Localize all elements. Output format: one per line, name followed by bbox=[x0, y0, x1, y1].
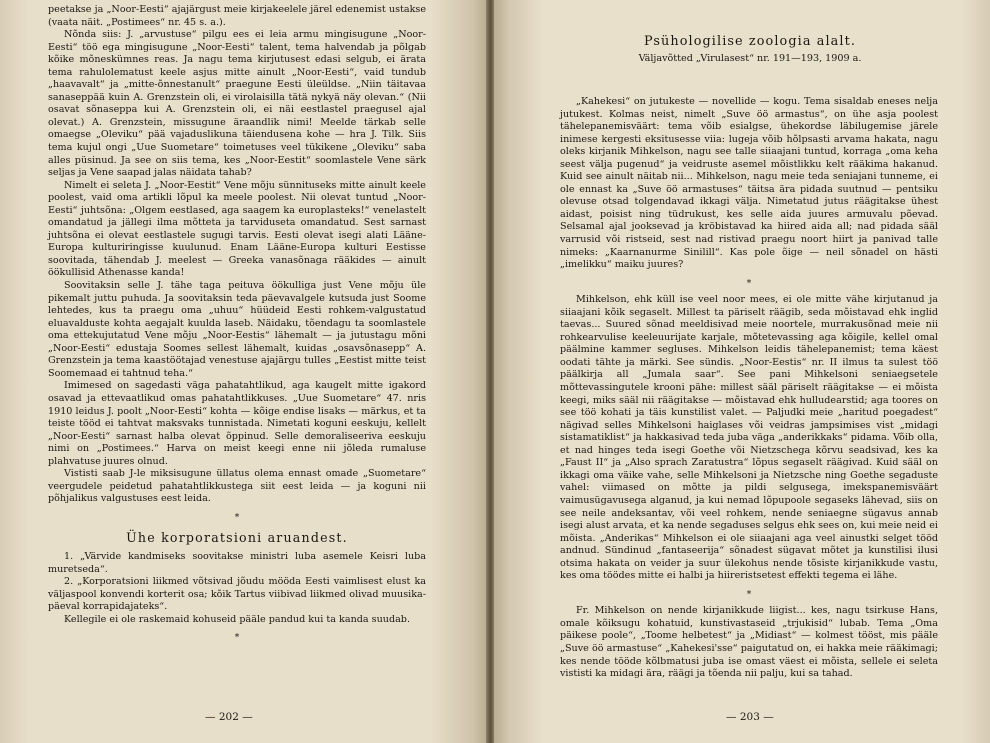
paragraph: Mihkelson, ehk küll ise veel noor mees, ei ole mitte vähe kirjutanud ja siiaajani kõik segaselt. Millest ta päriselt räägib, seda mõistavad ehk inglid taevas... Suured sõnad meeldisivad meie noortele, murrakusõnad meie nii rohkearvulise keeleuurijate karjale, mõtetevassing aga kõigile, kellel omal päälmine kammer segluses. Mihkelson leidis tähelepanemist; tema käest oodati tähte ja märki. See sündis. „Noor-Eestis“ nr. II ilmus ta sulest töö päälkirja all „Jumala saar“. See pani Mihkelsoni seniaegsetele mõttevassingutele krooni pähe: millest sääl päriselt räägitakse — ei mõista keegi, miks sääl nii räägitakse — mõistavad ehk hulludearstid; aga toores on see töö kohati ja täis kunstilist valet. — Paljudki meie „haritud poegadest“ nägivad selles Mihkelsoni haiglases või veidras jampsimises vist „midagi sistamatiklist“ ja hakkasivad teda juba väga „anderikkaks“ pidama. Võib olla, et nad hinges teda isegi Goethe või Nietzschega kõrvu seadsivad, kes ka „Faust II“ ja „Also sprach Zaratustra“ lõpus segaselt räägivad. Kuid sääl on ikkagi oma väike vahe, selle Mihkelsoni ja Nietzsche ning Goethe segaduste vahel: viimased on mõtte ja pildi selgusega, imekspanemisväärt vaimusügavusega alganud, ja kui nemad lõpupoole segaseks lähevad, siis on see neile andeksantav, või veel rohkem, nende seniaegne sügavus annab isegi alust arvata, et ka nende segaduses selgus ehk sees on, kui meie neid ei mõista. „Anderikas“ Mihkelson ei ole siiaajani aga veel ainustki selget tööd andnud. Sündinud „fantaseerija“ sõnadest sügavat mõtet ja kunstilisi ilusi otsima hakata on veider ja suur ülekohus nende tõsiste kirjanikkude vastu, kes oma töödes mitte ei halbi ja hiireristsetest effekti tegema ei lähe. bbox=[560, 294, 938, 582]
page-subtitle: Väljavõtted „Virulasest“ nr. 191—193, 1909 a. bbox=[638, 53, 862, 64]
page-title: Psühologilise zoologia alalt. bbox=[644, 34, 856, 49]
paragraph: Imimesed on sagedasti väga pahatahtlikud, aga kaugelt mitte igakord osavad ja ettevaatlikud omas pahatahtlikkuses. „Uue Suometare“ 47. nris 1910 leidus J. poolt „Noor-Eesti“ kohta — kõige endise lisaks — märkus, et ta teiste tööd ei tahtvat maksvaks tunnistada. Nimetati koguni eeskuju, kellelt „Noor-Eesti“ sarnast halba olevat õppinud. Selle demoraliseeriva eeskuju nimi on „Postimees.“ Harva on meist keegi enne nii jõleda rumaluse plahvatuse juures olnud. bbox=[48, 380, 426, 467]
paragraph: Soovitaksin selle J. tähe taga peituva öökulliga just Vene mõju üle pikemalt juttu puhuda. Ja soovitaksin teda päevavalgele kutsuda just Soome lehtedes, kus ta praegu oma „uhuu“ hüüdeid Eesti rohkem-valgustatud eluavalduste kohta aegajalt kuulda laseb. Näidaku, tõendagu ta soomlastele oma ettekujutatud Vene mõju „Noor-Eestis“ lähemalt — ja jutustagu mõni „Noor-Eesti“ edustaja Soomes sellest lähemalt, kuidas „osavsõnasepp“ A. Grenzstein ja tema kaastöötajad venestuse ajajärgu tulles „Eestist mitte teist Soomemaad ei tahtnud teha.“ bbox=[48, 280, 426, 379]
left-page-body bbox=[48, 4, 426, 649]
paragraph: Fr. Mihkelson on nende kirjanikkude liigist... kes, nagu tsirkuse Hans, omale kõiksugu kohatuid, kunstivastaseid „trjukisid“ lubab. Tema „Oma päikese poole“, „Toome helbetest“ ja „Midiast“ — kolmest tööst, mis pääle „Suve öö armastuse“ „Kahekesi'sse“ paigutatud on, ei hakka meie rääkimagi; kes nende tööde kõlbmatusi juba ise omast väest ei mõista, sellele ei seleta vististi ka midagi ära, räägi ja tõenda nii palju, kui sa tahad. bbox=[560, 605, 938, 680]
separator: * bbox=[746, 589, 752, 600]
separator: * bbox=[746, 278, 752, 289]
paragraph: 1. „Värvide kandmiseks soovitakse ministri luba asemele Keisri luba muretseda“. bbox=[48, 550, 426, 575]
page-number: — 202 — bbox=[205, 711, 253, 723]
section-title: Ühe korporatsioni aruandest. bbox=[126, 530, 348, 546]
right-page-body bbox=[560, 96, 938, 681]
paragraph: Nimelt ei seleta J. „Noor-Eestit“ Vene mõju sünnituseks mitte ainult keele poolest, vaid oma artikli lõpul ka meele poolest. Nii olevat tuntud „Noor-Eesti“ juhtsõna: „Olgem eestlased, aga saagem ka europlasteks!“ venelastelt omandatud ja jällegi ilma mõtteta ja tarviduseta omandatud. Sest sarnast juhtsõna ei olevat eestlastele sugugi tarvis. Eesti olevat isegi alati Lääne-Europa kulturiringisse kuulunud. Enam Lääne-Europa kulturi Eestisse soovitada, tähendab J. meelest — Greeka vanasõnaga rääkides — ainult öökullisid Athenasse kanda! bbox=[48, 179, 426, 279]
paragraph: peetakse ja „Noor-Eesti“ ajajärgust meie kirjakeelele järel edenemist ustakse (vaata näit. „Postimees“ nr. 45 s. a.). bbox=[48, 4, 426, 28]
paragraph: „Kahekesi“ on jutukeste — novellide — kogu. Tema sisaldab eneses nelja jutukest. Kolmas neist, nimelt „Suve öö armastus“, on ühe asja poolest tähelepanemisväärt: tema võib esialgse, ühekordse läbilugemise järele inimese kergesti eksitusesse viia: lugeja võib hõlpsasti arvama hakata, nagu oleks kirjanik Mihkelson, nagu see talle siiaajani tuntud, korraga „oma keha seest välja pugenud“ ja veidruste asemel mõistlikku kelt rääkima hakanud. Kuid see ainult näitab nii... Mihkelson, nagu meie teda seniajani tunneme, ei ole ennast ka „Suve öö armastuses“ täitsa ära pidada suutnud — pentsiku olevuse otsad tolgendavad ikkagi välja. Nimetatud jutus räägitakse ühest aidast, poisist ning tüdrukust, kes selle aida juures armuvalu põevad. Selsamal ajal jooksevad ja kröbistavad ka hiired aida all; nad pidada sääl varrusid või ristseid, sest nad ristivad praegu noort hiirt ja panivad talle nimeks: „Kaarnanurme Sinilill“. Kas pole õige — neil sõnadel on hästi „imelikku“ maiku juures? bbox=[560, 96, 938, 271]
paragraph: Nõnda siis: J. „arvustuse“ pilgu ees ei leia armu mingisugune „Noor-Eesti“ töö ega mingisugune „Noor-Eesti“ talent, tema halvendab ja põlgab kõike mõneskümnes reas. Ja nagu tema kirjutusest edasi selgub, ei ärata tema rahulolematust keele asjus mitte ainult „Noor-Eesti“, vaid tundub „haavavalt“ ja „mitte-õnnestanult“ praegune Eesti üleüldse. „Niin täitavaa sanaseppää kuin A. Grenzstein oli, ei virolaisilla tätä nykyä näy olevan.“ (Nii osavat sõnaseppa kui A. Grenzstein oli, ei näi eestlastel praegusel ajal olevat.) A. Grenzstein, missugune äraandlik nimi! Meelde tärkab selle omaegse „Oleviku“ pää vajaduslikuna täiendusena kohe — hra J. Tilk. Siis tema kujul ongi „Uue Suometare“ toimetuses veel tükikene „Oleviku“ saba alles püsinud. Ja see on siis tema, kes „Noor-Eestit“ soomlastele Vene särk seljas ja Vene saapad jalas näidata tahab? bbox=[48, 29, 426, 179]
paragraph: Vististi saab J-le miksisugune üllatus olema ennast omade „Suometare“ veergudele peidetud pahatahtlikkustega siit eest leida — ja koguni nii põhjalikus valgustuses eest leida. bbox=[48, 468, 426, 505]
right-page bbox=[494, 0, 990, 743]
left-page bbox=[0, 0, 488, 743]
end-mark: * bbox=[234, 633, 240, 644]
paragraph: 2. „Korporatsioni liikmed võtsivad jõudu mööda Eesti vaimlisest elust ka väljaspool konvendi korterit osa; kõik Tartus viibivad liikmed olivad muusika-päeval korrapidajateks“. bbox=[48, 576, 426, 613]
page-number: — 203 — bbox=[726, 711, 774, 723]
separator: * bbox=[234, 512, 240, 523]
paragraph: Kellegile ei ole raskemaid kohuseid pääle pandud kui ta kanda suudab. bbox=[64, 613, 410, 625]
